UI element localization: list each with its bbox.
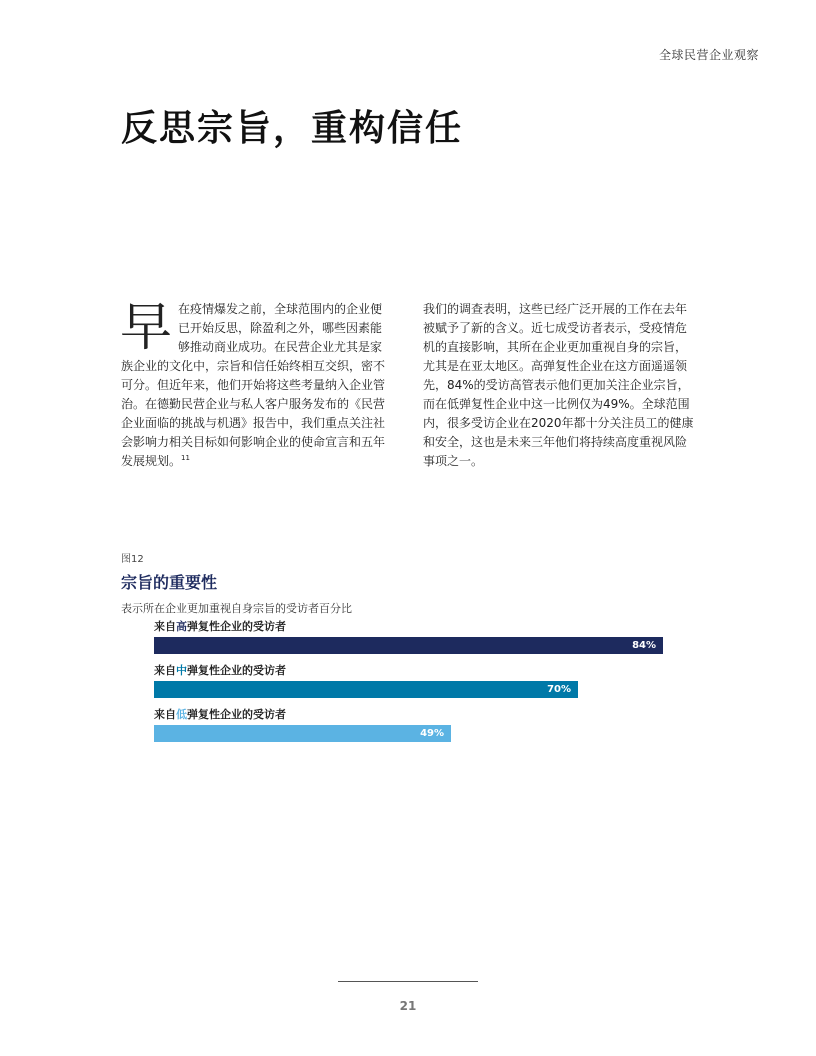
bar-group <box>154 708 694 742</box>
bar <box>154 725 451 742</box>
body-column-right <box>423 300 695 471</box>
body-column-left <box>121 300 393 471</box>
bar-value-label: 84% <box>632 640 656 651</box>
figure-12 <box>121 550 681 739</box>
category-highlight: 低 <box>176 708 187 721</box>
category-prefix: 来自 <box>154 664 176 677</box>
bar-category-label <box>154 708 694 722</box>
bar-group <box>154 664 694 698</box>
footer-divider <box>338 981 478 982</box>
footnote-marker: 11 <box>181 454 190 462</box>
bar-track <box>154 637 694 654</box>
category-prefix: 来自 <box>154 620 176 633</box>
bar-track <box>154 681 694 698</box>
figure-label: 图12 <box>121 554 144 565</box>
body-paragraph-right: 我们的调查表明，这些已经广泛开展的工作在去年被赋予了新的含义。近七成受访者表示，受疫情危机的直接影响，其所在企业更加重视自身的宗旨，尤其是在亚太地区。高弹复性企业在这方面遥遥领先，84%的受访高管表示他们更加关注企业宗旨，而在低弹复性企业中这一比例仅为49%。全球范围内，很多受访企业在2020年都十分关注员工的健康和安全，这也是未来三年他们将持续高度重视风险事项之一。 <box>423 302 694 468</box>
bar-category-label <box>154 620 694 634</box>
running-title: 全球民营企业观察 <box>658 48 759 62</box>
bar-value-label: 49% <box>420 728 444 739</box>
category-suffix: 弹复性企业的受访者 <box>187 708 286 721</box>
bar <box>154 681 578 698</box>
bar-category-label <box>154 664 694 678</box>
figure-title: 宗旨的重要性 <box>121 573 218 592</box>
category-prefix: 来自 <box>154 708 176 721</box>
bar <box>154 637 663 654</box>
bar-track <box>154 725 694 742</box>
page-title: 反思宗旨，重构信任 <box>121 108 464 149</box>
bar-group <box>154 620 694 654</box>
bar-value-label: 70% <box>547 684 571 695</box>
drop-cap: 早 <box>120 298 173 358</box>
category-highlight: 中 <box>176 664 187 677</box>
category-suffix: 弹复性企业的受访者 <box>187 620 286 633</box>
figure-subtitle: 表示所在企业更加重视自身宗旨的受访者百分比 <box>121 602 352 615</box>
body-text-left: 在疫情爆发之前，全球范围内的企业便已开始反思，除盈利之外，哪些因素能够推动商业成功。在民营企业尤其是家族企业的文化中，宗旨和信任始终相互交织，密不可分。但近年来，他们开始将这些考量纳入企业管治。在德勤民营企业与私人客户服务发布的《民营企业面临的挑战与机遇》报告中，我们重点关注社会影响力相关目标如何影响企业的使命宣言和五年发展规划。 <box>121 302 386 468</box>
category-suffix: 弹复性企业的受访者 <box>187 664 286 677</box>
category-highlight: 高 <box>176 620 187 633</box>
page-number: 21 <box>399 999 417 1013</box>
